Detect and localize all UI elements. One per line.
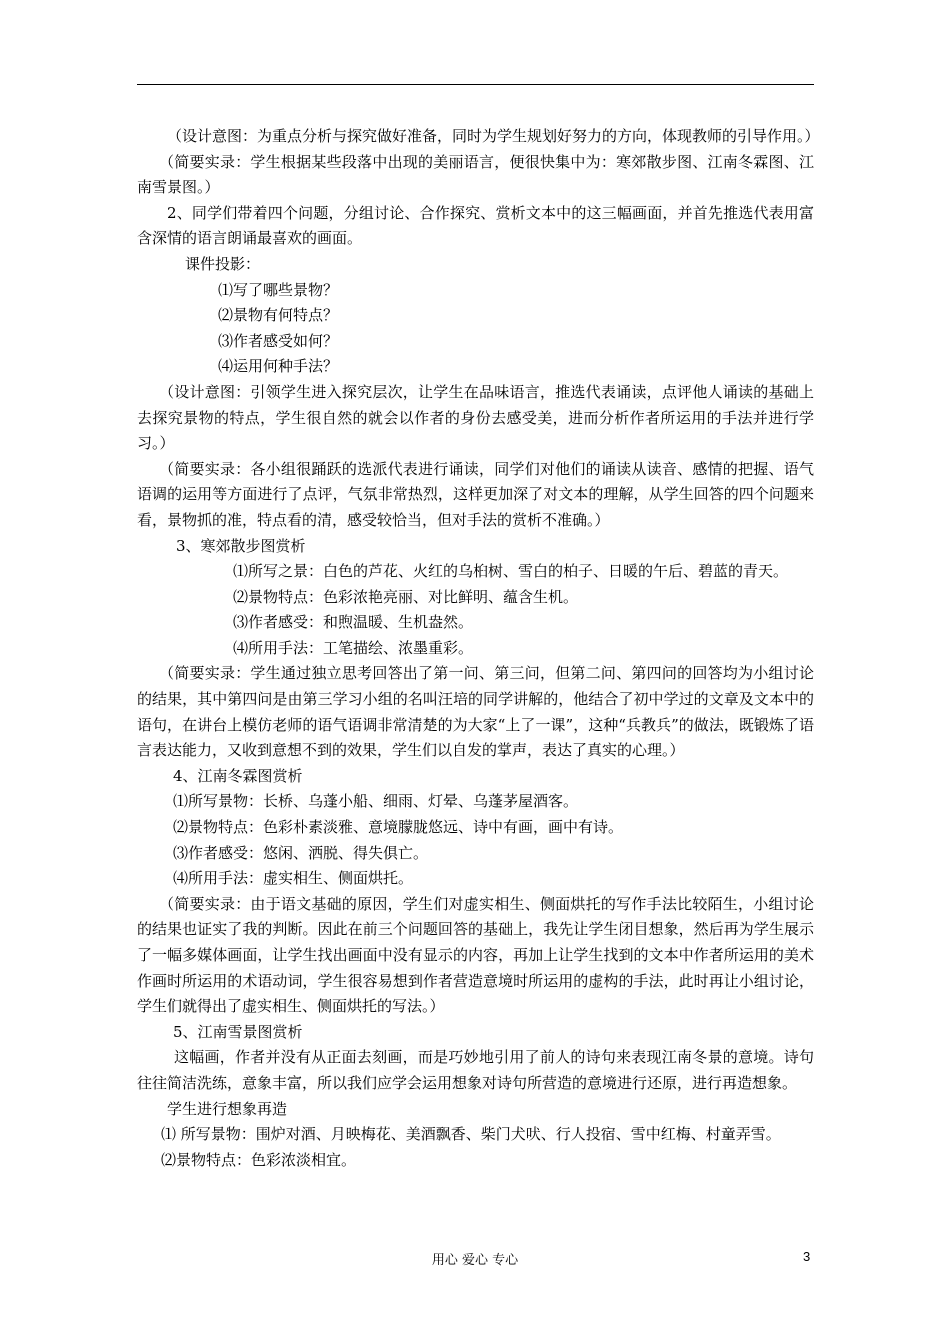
section-heading-5: 5、江南雪景图赏析 [173, 1022, 303, 1041]
section-4-item-4: ⑷所用手法：虚实相生、侧面烘托。 [173, 869, 414, 888]
paragraph-design-intent-2: （设计意图：引领学生进入探究层次，让学生在品味语言，推选代表诵读，点评他人诵读的基础上去探究景物的特点，学生很自然的就会以作者的身份去感受美，进而分析作者所运用的手法并进行学习。） [137, 382, 814, 453]
header-rule [137, 84, 814, 85]
section-heading-4: 4、江南冬霖图赏析 [173, 766, 303, 785]
paragraph-imagination: 学生进行想象再造 [167, 1099, 288, 1118]
section-4-item-1: ⑴所写景物：长桥、乌蓬小船、细雨、灯晕、乌蓬茅屋酒客。 [173, 792, 579, 811]
document-body [137, 124, 820, 1173]
paragraph-snow-scene: 这幅画，作者并没有从正面去刻画，而是巧妙地引用了前人的诗句来表现江南冬景的意境。诗句往往简洁洗练，意象丰富，所以我们应学会运用想象对诗句所营造的意境进行还原，进行再造想象。 [137, 1048, 814, 1092]
section-3-item-1: ⑴所写之景：白色的芦花、火红的乌桕树、雪白的柏子、日暖的午后、碧蓝的青天。 [233, 562, 789, 581]
section-5-item-2: ⑵景物特点：色彩浓淡相宜。 [161, 1150, 357, 1169]
question-4: ⑷运用何种手法？ [218, 357, 339, 376]
paragraph-brief-record-3: （简要实录：学生通过独立思考回答出了第一问、第三问，但第二问、第四问的回答均为小组讨论的结果，其中第四问是由第三学习小组的名叫汪培的同学讲解的，他结合了初中学过的文章及文本中的语句，在讲台上模仿老师的语气语调非常清楚的为大家“上了一课”，这种“兵教兵”的做法，既锻炼了语言表达能力，又收到意想不到的效果，学生们以自发的掌声，表达了真实的心理。） [137, 664, 814, 760]
paragraph-slide-label: 课件投影： [185, 254, 261, 273]
section-3-item-4: ⑷所用手法：工笔描绘、浓墨重彩。 [233, 638, 474, 657]
question-3: ⑶作者感受如何？ [218, 331, 339, 350]
section-heading-3: 3、寒郊散步图赏析 [176, 536, 306, 555]
paragraph-brief-record-4: （简要实录：由于语文基础的原因，学生们对虚实相生、侧面烘托的写作手法比较陌生，小组讨论的结果也证实了我的判断。因此在前三个问题回答的基础上，我先让学生闭目想象，然后再为学生展示了一幅多媒体画面，让学生找出画面中没有显示的内容，再加上让学生找到的文本中作者所运用的美术作画时所运用的术语动词，学生很容易想到作者营造意境时所运用的虚构的手法，此时再让小组讨论，学生们就得出了虚实相生、侧面烘托的写法。） [137, 894, 814, 1016]
section-3-item-3: ⑶作者感受：和煦温暖、生机盎然。 [233, 613, 474, 632]
page-number: 3 [803, 1249, 811, 1264]
section-5-item-1: ⑴ 所写景物：围炉对酒、月映梅花、美酒飘香、柴门犬吠、行人投宿、雪中红梅、村童弄雪。 [161, 1125, 781, 1144]
paragraph-design-intent-1: （设计意图：为重点分析与探究做好准备，同时为学生规划好努力的方向，体现教师的引导作用。） [167, 127, 820, 145]
paragraph-brief-record-1: （简要实录：学生根据某些段落中出现的美丽语言，便很快集中为：寒郊散步图、江南冬霖图、江南雪景图。） [137, 152, 814, 197]
section-4-item-3: ⑶作者感受：悠闲、洒脱、得失俱亡。 [173, 843, 429, 862]
section-3-item-2: ⑵景物特点：色彩浓艳亮丽、对比鲜明、蕴含生机。 [233, 587, 579, 606]
section-4-item-2: ⑵景物特点：色彩朴素淡雅、意境朦胧悠远、诗中有画，画中有诗。 [173, 818, 624, 837]
page-footer: 用心 爱心 专心 [431, 1253, 519, 1268]
question-1: ⑴写了哪些景物？ [218, 280, 339, 299]
question-2: ⑵景物有何特点？ [218, 306, 339, 325]
paragraph-brief-record-2: （简要实录：各小组很踊跃的选派代表进行诵读，同学们对他们的诵读从读音、感情的把握、语气语调的运用等方面进行了点评，气氛非常热烈，这样更加深了对文本的理解，从学生回答的四个问题来看，景物抓的准，特点看的清，感受较恰当，但对手法的赏析不准确。） [137, 459, 814, 529]
paragraph-step-2: 2、同学们带着四个问题，分组讨论、合作探究、赏析文本中的这三幅画面，并首先推选代表用富含深情的语言朗诵最喜欢的画面。 [137, 203, 814, 248]
